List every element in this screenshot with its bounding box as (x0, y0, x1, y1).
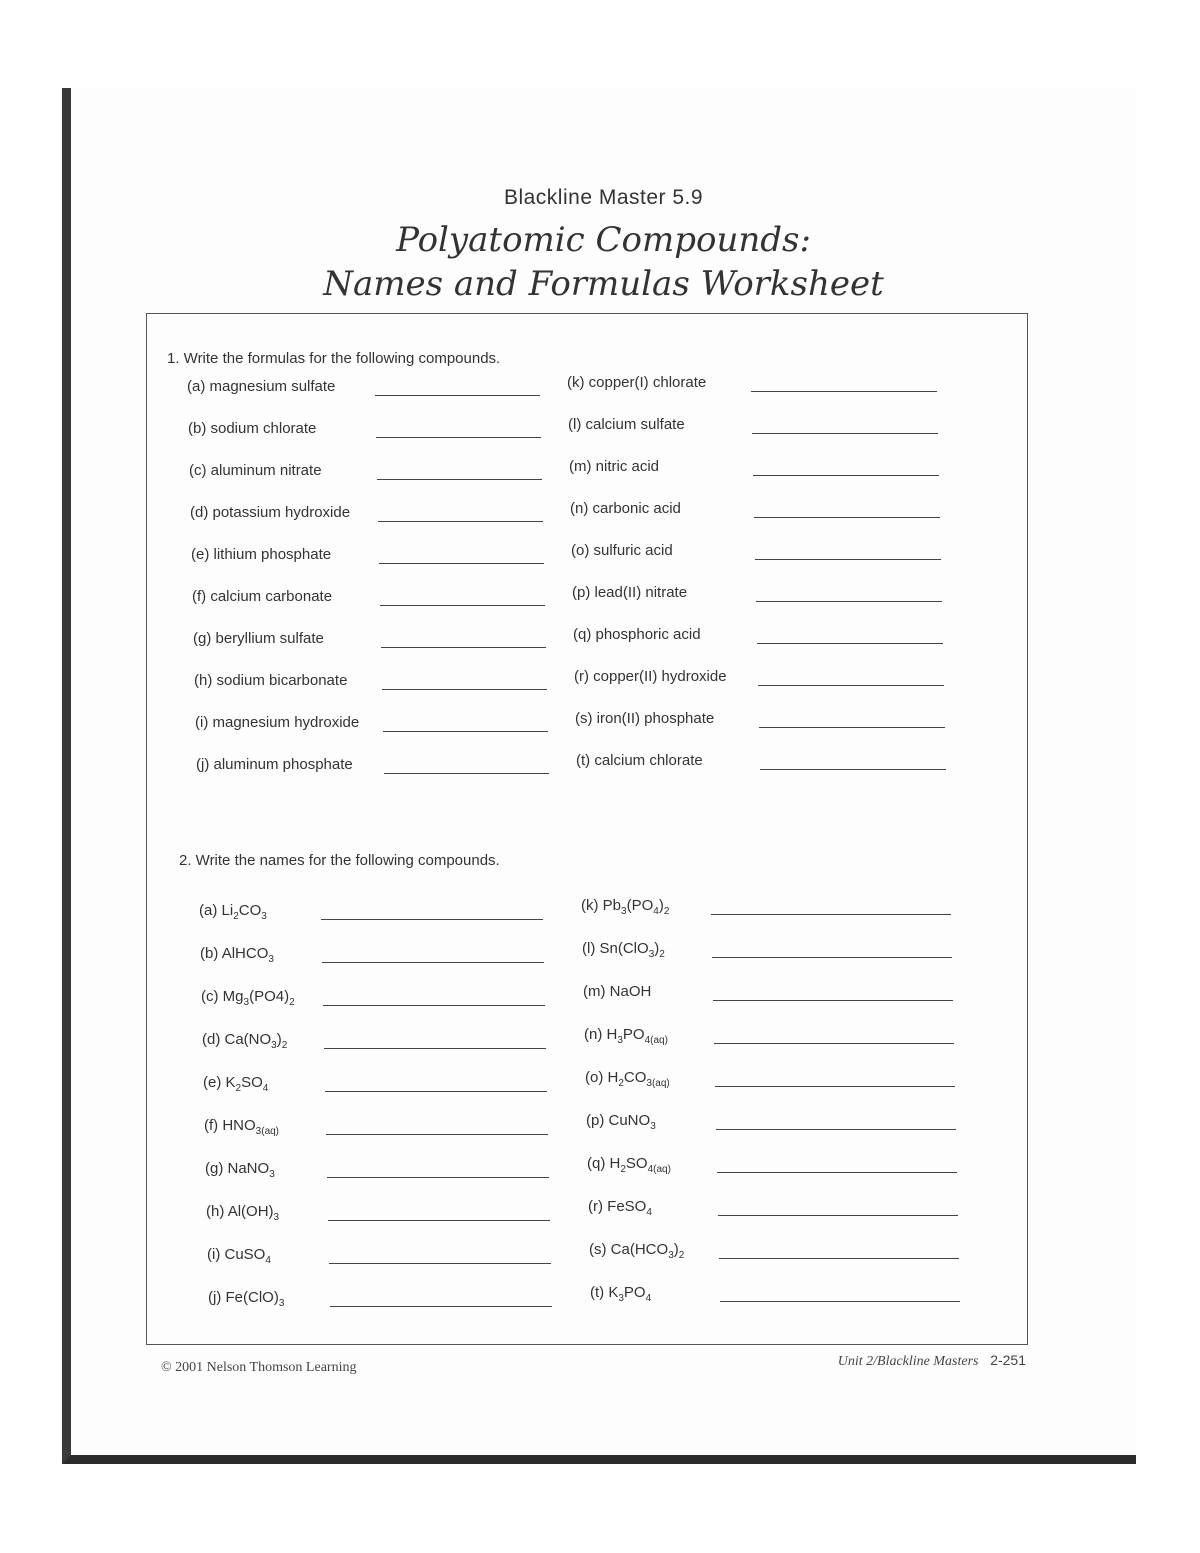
answer-line[interactable] (329, 1263, 551, 1264)
item-label: (h) $Al(OH)_3$ (206, 1203, 280, 1223)
answer-line[interactable] (376, 437, 541, 438)
answer-line[interactable] (377, 479, 542, 480)
answer-line[interactable] (330, 1306, 552, 1307)
item-label: (k) copper(I) chlorate (567, 374, 707, 391)
answer-line[interactable] (384, 773, 549, 774)
answer-line[interactable] (758, 685, 944, 686)
item-label: (g) beryllium sulfate (193, 630, 324, 647)
item-label: (m) NaOH (583, 983, 652, 1000)
answer-line[interactable] (323, 1005, 545, 1006)
item-label: (t) calcium chlorate (576, 752, 703, 769)
item-label: (q) $H_2SO_{4(aq)}$ (587, 1155, 671, 1175)
item-label: (s) iron(II) phosphate (575, 710, 715, 727)
item-label: (c) aluminum nitrate (189, 462, 322, 479)
item-label: (l) calcium sulfate (568, 416, 685, 433)
item-label: (t) $K_3PO_4$ (590, 1284, 652, 1304)
item-label: (b) AlHCO$_3$ (200, 945, 274, 965)
answer-line[interactable] (375, 395, 540, 396)
item-label: (d) $Ca(NO_3)_2$ (202, 1031, 288, 1051)
unit-label: Unit 2/Blackline Masters (837, 1354, 979, 1369)
answer-line[interactable] (383, 731, 548, 732)
answer-line[interactable] (760, 769, 946, 770)
answer-line[interactable] (711, 914, 951, 915)
item-label: (m) nitric acid (569, 458, 660, 475)
item-label: (o) sulfuric acid (571, 542, 673, 559)
item-label: (n) $H_3PO_{4(aq)}$ (584, 1026, 668, 1046)
answer-line[interactable] (322, 962, 544, 963)
answer-line[interactable] (754, 517, 940, 518)
worksheet-page (62, 88, 1136, 1464)
item-label: (i) magnesium hydroxide (195, 714, 360, 731)
item-label: (j) aluminum phosphate (196, 756, 353, 773)
answer-line[interactable] (718, 1215, 958, 1216)
item-label: (b) sodium chlorate (188, 420, 317, 437)
item-label: (i) CuSO$_4$ (207, 1246, 271, 1266)
title-line-1: Polyatomic Compounds: (396, 220, 811, 260)
answer-line[interactable] (325, 1091, 547, 1092)
item-label: (s) $Ca(HCO_3)_2$ (589, 1241, 685, 1261)
copyright-notice: © 2001 Nelson Thomson Learning (161, 1360, 357, 1375)
answer-line[interactable] (753, 475, 939, 476)
answer-line[interactable] (751, 391, 937, 392)
answer-line[interactable] (757, 643, 943, 644)
title-line-2: Names and Formulas Worksheet (323, 264, 884, 304)
section1-instruction: 1. Write the formulas for the following compounds. (167, 350, 501, 367)
item-label: (a) $Li_2CO_3$ (199, 902, 267, 922)
answer-line[interactable] (324, 1048, 546, 1049)
item-label: (l) $Sn(ClO_3)_2$ (582, 940, 665, 960)
answer-line[interactable] (720, 1301, 960, 1302)
item-label: (r) FeSO$_4$ (588, 1198, 652, 1218)
answer-line[interactable] (755, 559, 941, 560)
answer-line[interactable] (713, 1000, 953, 1001)
item-label: (o) $H_2CO_{3(aq)}$ (585, 1069, 670, 1089)
item-label: (j) $Fe(ClO)_3$ (208, 1289, 285, 1309)
page-footer (838, 1352, 1026, 1370)
answer-line[interactable] (717, 1172, 957, 1173)
questions-box (146, 313, 1028, 1345)
answer-line[interactable] (716, 1129, 956, 1130)
item-label: (e) lithium phosphate (191, 546, 332, 563)
answer-line[interactable] (378, 521, 543, 522)
item-label: (d) potassium hydroxide (190, 504, 351, 521)
answer-line[interactable] (719, 1258, 959, 1259)
answer-line[interactable] (380, 605, 545, 606)
answer-line[interactable] (327, 1177, 549, 1178)
item-label: (f) $HNO_{3(aq)}$ (204, 1117, 280, 1137)
answer-line[interactable] (328, 1220, 550, 1221)
answer-line[interactable] (714, 1043, 954, 1044)
answer-line[interactable] (379, 563, 544, 564)
item-label: (c) $Mg_3(PO4)_2$ (201, 988, 295, 1008)
master-label: Blackline Master 5.9 (503, 186, 704, 209)
item-label: (n) carbonic acid (570, 500, 681, 517)
item-label: (a) magnesium sulfate (187, 378, 336, 395)
item-label: (q) phosphoric acid (573, 626, 701, 643)
item-label: (g) NaNO$_3$ (205, 1160, 275, 1180)
item-label: (f) calcium carbonate (192, 588, 333, 605)
answer-line[interactable] (712, 957, 952, 958)
answer-line[interactable] (321, 919, 543, 920)
page-number: 2-251 (990, 1352, 1026, 1368)
item-label: (r) copper(II) hydroxide (574, 668, 727, 685)
item-label: (p) lead(II) nitrate (572, 584, 688, 601)
item-label: (p) CuNO$_3$ (586, 1112, 656, 1132)
answer-line[interactable] (381, 647, 546, 648)
answer-line[interactable] (715, 1086, 955, 1087)
answer-line[interactable] (752, 433, 938, 434)
answer-line[interactable] (382, 689, 547, 690)
item-label: (e) $K_2SO_4$ (203, 1074, 269, 1094)
item-label: (h) sodium bicarbonate (194, 672, 348, 689)
answer-line[interactable] (759, 727, 945, 728)
item-label: (k) $Pb_3(PO_4)_2$ (581, 897, 670, 917)
answer-line[interactable] (756, 601, 942, 602)
answer-line[interactable] (326, 1134, 548, 1135)
section2-instruction: 2. Write the names for the following compounds. (179, 852, 500, 869)
